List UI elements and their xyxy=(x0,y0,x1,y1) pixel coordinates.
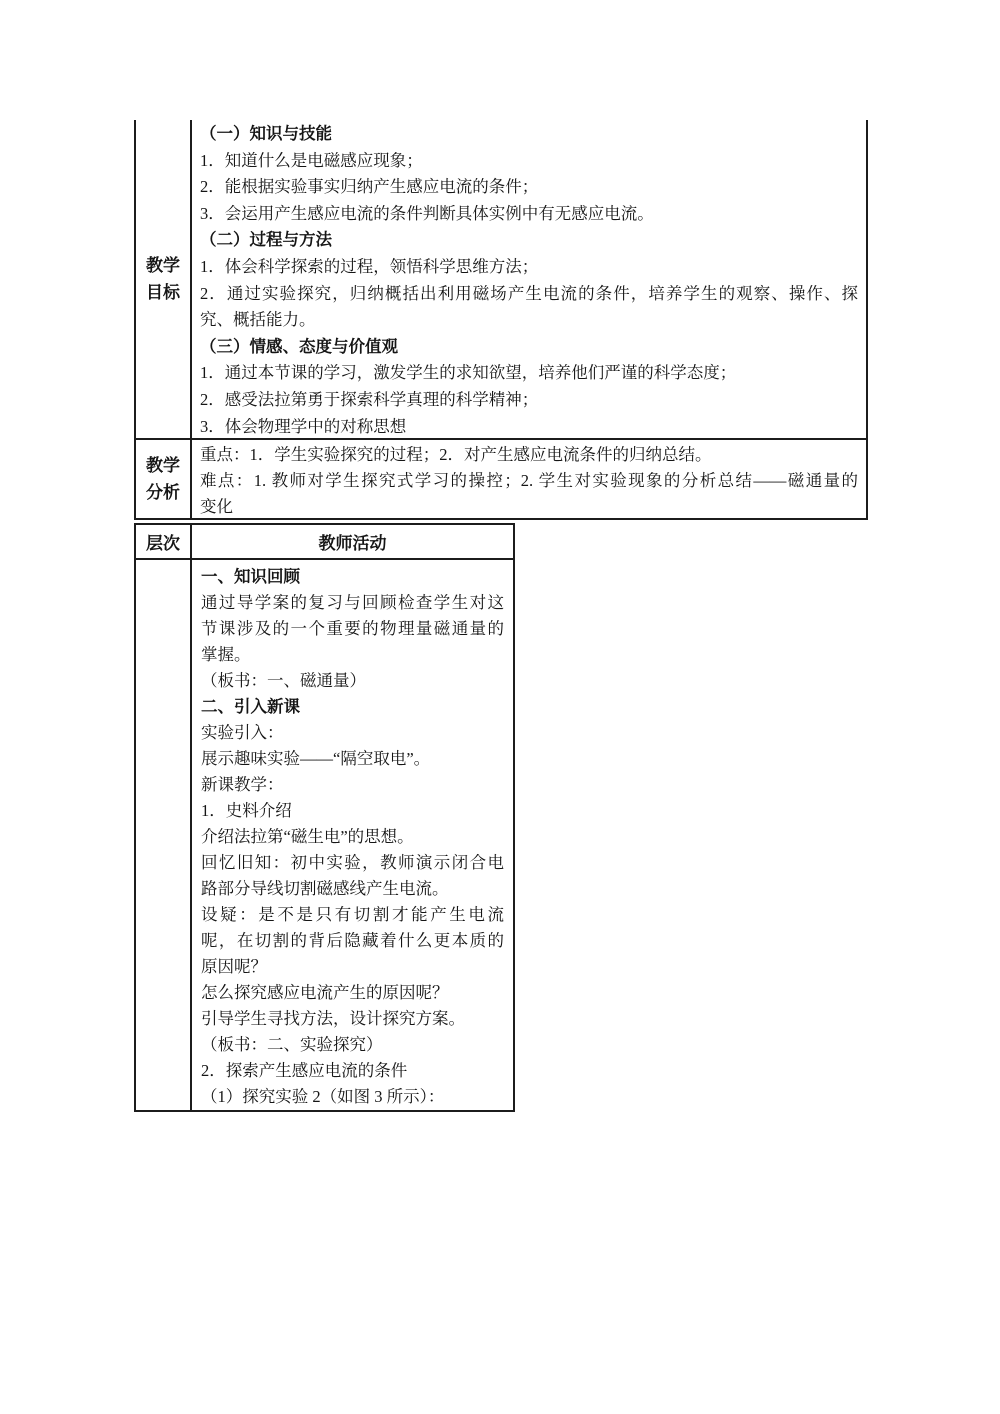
text-line: （1）探究实验 2（如图 3 所示）： xyxy=(201,1087,445,1106)
text-line: （二）过程与方法 xyxy=(200,230,332,250)
text-line: （板书：一、磁通量） xyxy=(201,671,366,690)
text-line: （一）知识与技能 xyxy=(200,124,332,143)
text-line: 路部分导线切割磁感线产生电流。 xyxy=(201,879,449,898)
teaching-goals-label-cell xyxy=(136,120,192,438)
text-line: 二、引入新课 xyxy=(201,697,300,716)
text-line: 节课涉及的一个重要的物理量磁通量的 xyxy=(201,619,504,638)
label-line: 分析 xyxy=(146,483,180,502)
text-line: 3．体会物理学中的对称思想 xyxy=(200,416,407,436)
text-line: 1．通过本节课的学习，激发学生的求知欲望，培养他们严谨的科学态度； xyxy=(200,363,737,383)
text-line: 引导学生寻找方法，设计探究方案。 xyxy=(201,1009,465,1028)
teaching-analysis-row xyxy=(136,440,866,518)
text-line: 新课教学： xyxy=(201,775,284,794)
text-line: 1．体会科学探索的过程，领悟科学思维方法； xyxy=(200,256,539,276)
level-header-cell: 层次 xyxy=(136,525,192,558)
text-line: 重点：1．学生实验探究的过程；2．对产生感应电流条件的归纳总结。 xyxy=(200,445,712,464)
text-line: 2．探索产生感应电流的条件 xyxy=(201,1061,408,1080)
teaching-analysis-label-cell xyxy=(136,440,192,518)
text-line: 难点：1. 教师对学生探究式学习的操控；2. 学生对实验现象的分析总结——磁通量的 xyxy=(200,471,858,490)
teaching-goals-row xyxy=(136,120,866,440)
text-line: 介绍法拉第“磁生电”的思想。 xyxy=(201,827,414,846)
text-line: 1．知道什么是电磁感应现象； xyxy=(200,150,423,170)
text-line: 2．感受法拉第勇于探索科学真理的科学精神； xyxy=(200,389,539,409)
label-line: 教学 xyxy=(146,456,180,475)
text-line: 展示趣味实验——“隔空取电”。 xyxy=(201,749,431,768)
text-line: 通过导学案的复习与回顾检查学生对这 xyxy=(201,593,504,612)
text-line: 2．能根据实验事实归纳产生感应电流的条件； xyxy=(200,177,539,197)
text-line: 回忆旧知：初中实验，教师演示闭合电 xyxy=(201,853,504,872)
levels-header-row xyxy=(136,525,513,560)
text-line: 原因呢？ xyxy=(201,957,267,976)
text-line: 实验引入： xyxy=(201,723,284,742)
teacher-activity-header-cell: 教师活动 xyxy=(318,534,387,553)
text-line: 呢，在切割的背后隐藏着什么更本质的 xyxy=(201,931,504,950)
text-line: （三）情感、态度与价值观 xyxy=(200,336,398,356)
level-body-cell xyxy=(136,560,192,1110)
text-line: 1．史料介绍 xyxy=(201,801,292,820)
teaching-analysis-content-cell xyxy=(192,440,866,518)
objectives-analysis-table xyxy=(134,120,868,520)
label-line: 目标 xyxy=(146,283,180,302)
text-line: （板书：二、实验探究） xyxy=(201,1035,383,1054)
teacher-activity-content-cell xyxy=(192,560,513,1110)
text-line: 一、知识回顾 xyxy=(201,567,300,586)
text-line: 掌握。 xyxy=(201,645,251,664)
text-line: 设疑：是不是只有切割才能产生电流 xyxy=(201,905,504,924)
levels-body-row xyxy=(136,560,513,1110)
text-line: 2．通过实验探究，归纳概括出利用磁场产生电流的条件，培养学生的观察、操作、探 xyxy=(200,283,858,303)
text-line: 究、概括能力。 xyxy=(200,310,316,330)
lesson-levels-table xyxy=(134,523,515,1112)
text-line: 3．会运用产生感应电流的条件判断具体实例中有无感应电流。 xyxy=(200,203,654,223)
teaching-goals-content-cell xyxy=(192,120,866,438)
label-line: 教学 xyxy=(146,256,180,275)
text-line: 怎么探究感应电流产生的原因呢？ xyxy=(201,983,449,1002)
text-line: 变化 xyxy=(200,497,233,516)
